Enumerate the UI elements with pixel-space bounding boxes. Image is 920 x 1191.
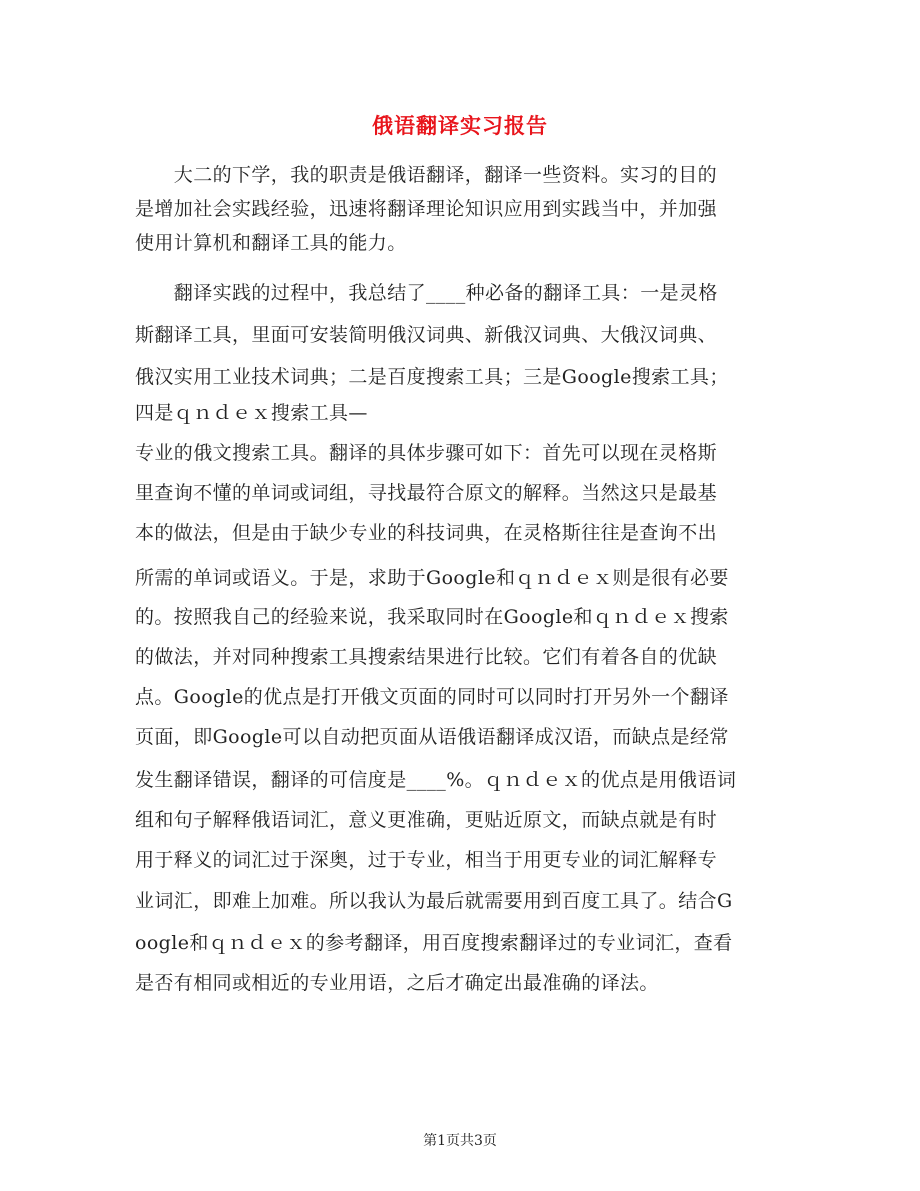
body-line: 四是ｑｎｄｅｘ搜索工具— <box>135 402 368 424</box>
body-line: 页面，即Google可以自动把页面从语俄语翻译成汉语，而缺点是经常 <box>135 726 729 748</box>
body-line: 用于释义的词汇过于深奥，过于专业，相当于用更专业的词汇解释专 <box>135 849 718 871</box>
body-line: 是否有相同或相近的专业用语，之后才确定出最准确的译法。 <box>135 972 659 994</box>
body-line: 组和句子解释俄语词汇，意义更准确，更贴近原文，而缺点就是有时 <box>135 809 718 831</box>
body-line: 业词汇，即难上加难。所以我认为最后就需要用到百度工具了。结合G <box>135 890 733 912</box>
body-line: 俄汉实用工业技术词典；二是百度搜索工具；三是Google搜索工具； <box>135 366 729 388</box>
body-line: 点。Google的优点是打开俄文页面的同时可以同时打开另外一个翻译 <box>135 686 729 708</box>
body-line: 的。按照我自己的经验来说，我采取同时在Google和ｑｎｄｅｘ搜索 <box>135 606 729 628</box>
page-number-footer: 第1页共3页 <box>423 1133 497 1149</box>
body-line: 的做法，并对同种搜索工具搜索结果进行比较。它们有着各自的优缺 <box>135 646 718 668</box>
body-line: 大二的下学，我的职责是俄语翻译，翻译一些资料。实习的目的 <box>135 164 718 186</box>
document-title: 俄语翻译实习报告 <box>372 113 548 138</box>
body-line: 里查询不懂的单词或词组，寻找最符合原文的解释。当然这只是最基 <box>135 482 718 504</box>
body-line: 本的做法，但是由于缺少专业的科技词典，在灵格斯往往是查询不出 <box>135 522 718 544</box>
body-line: 翻译实践的过程中，我总结了____种必备的翻译工具：一是灵格 <box>135 282 718 304</box>
body-line: 专业的俄文搜索工具。翻译的具体步骤可如下：首先可以现在灵格斯 <box>135 442 718 464</box>
body-line: 使用计算机和翻译工具的能力。 <box>135 232 407 254</box>
body-line: 发生翻译错误，翻译的可信度是____%。ｑｎｄｅｘ的优点是用俄语词 <box>135 769 737 791</box>
body-line: oogle和ｑｎｄｅｘ的参考翻译，用百度搜索翻译过的专业词汇，查看 <box>135 932 733 954</box>
body-line: 是增加社会实践经验，迅速将翻译理论知识应用到实践当中，并加强 <box>135 198 718 220</box>
body-line: 所需的单词或语义。于是，求助于Google和ｑｎｄｅｘ则是很有必要 <box>135 567 729 589</box>
body-line: 斯翻译工具，里面可安装简明俄汉词典、新俄汉词典、大俄汉词典、 <box>135 324 718 346</box>
